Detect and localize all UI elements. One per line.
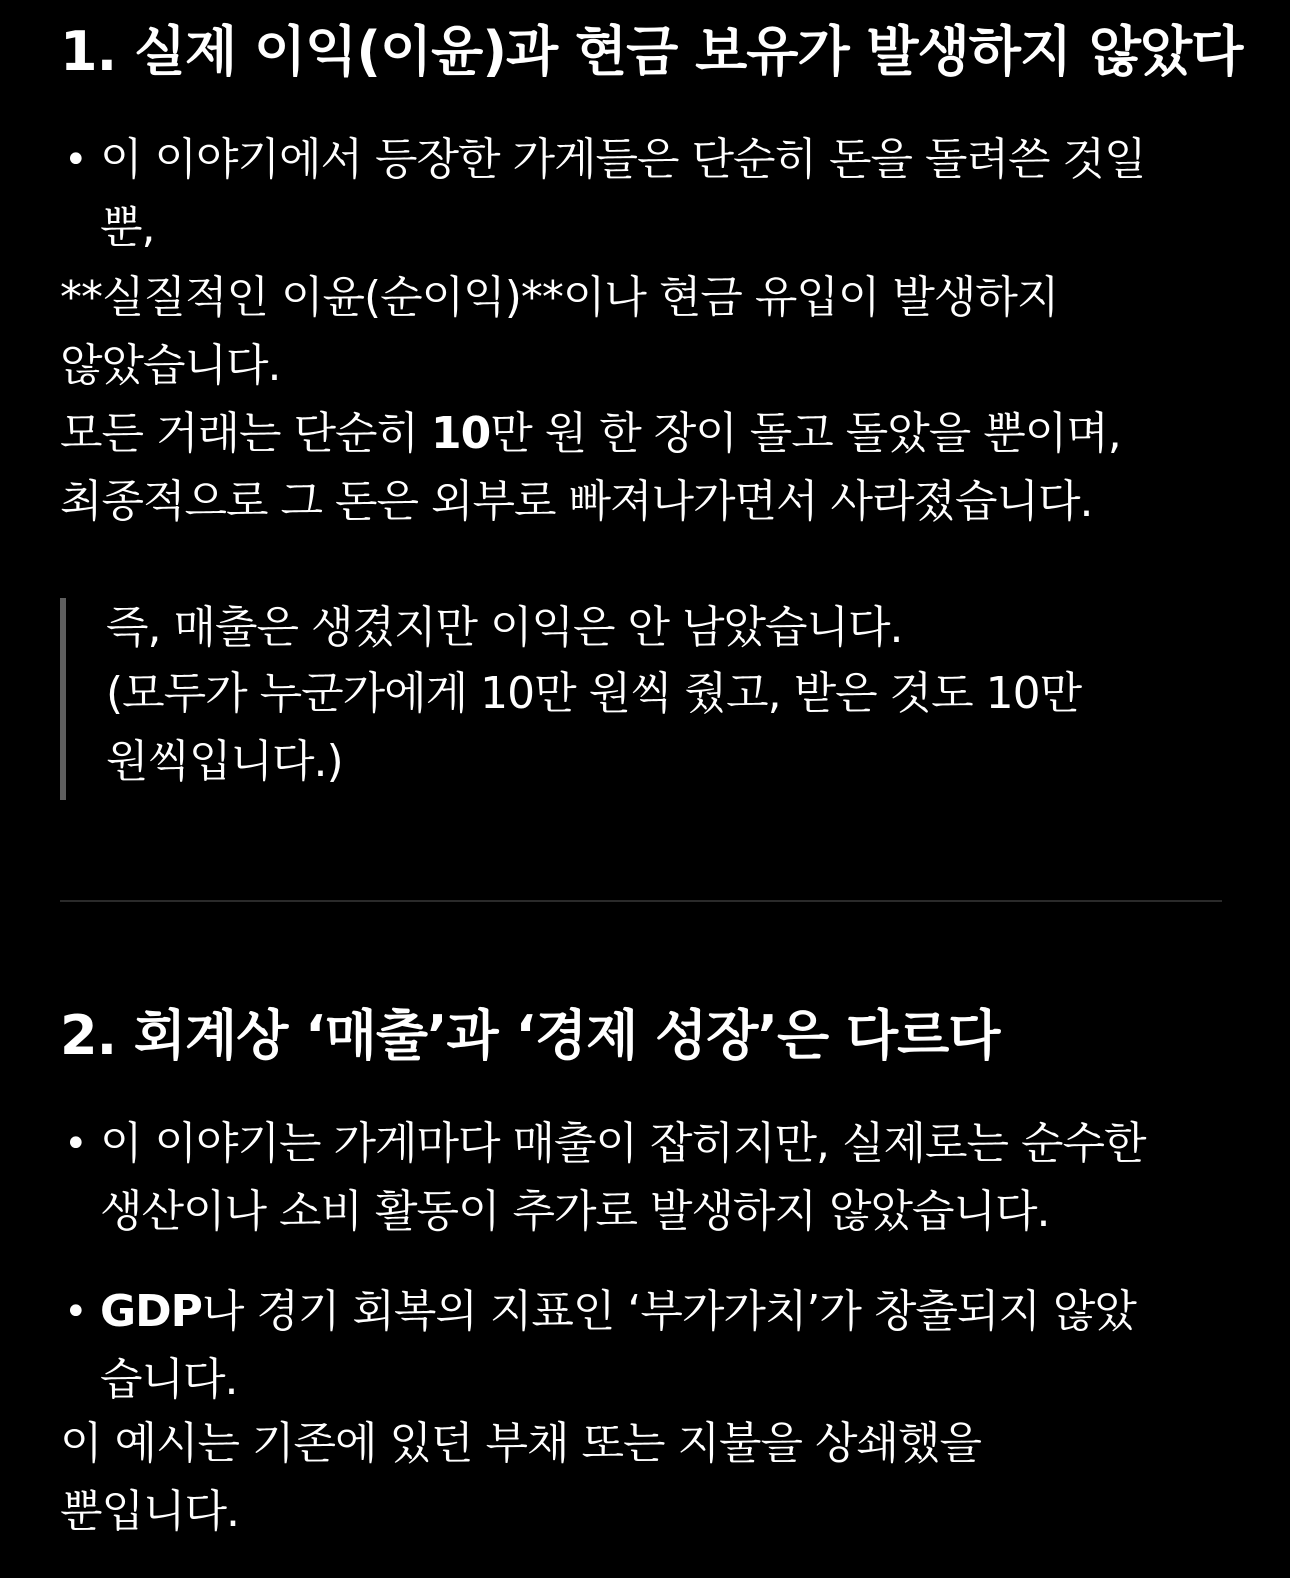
list-item bbox=[60, 1110, 1230, 1246]
quote-line: (모두가 누군가에게 10만 원씩 줬고, 받은 것도 10만 bbox=[106, 668, 1082, 719]
blockquote bbox=[60, 598, 1166, 800]
text-segment: 모든 거래는 단순히 bbox=[60, 408, 431, 459]
quote-line: 즉, 매출은 생겼지만 이익은 안 남았습니다. bbox=[106, 602, 903, 653]
list-item-text: 습니다. bbox=[100, 1354, 238, 1405]
section-1-heading: 1. 실제 이익(이윤)과 현금 보유가 발생하지 않았다 bbox=[60, 20, 1243, 83]
list-item bbox=[60, 1278, 1230, 1414]
bullet-icon: • bbox=[64, 1121, 87, 1167]
list-item-text bbox=[60, 1278, 1230, 1346]
list-item-text: 뿐, bbox=[100, 202, 155, 253]
paragraph-line: 않았습니다. bbox=[60, 340, 281, 391]
list-item bbox=[60, 126, 1230, 262]
quote-line: 원씩입니다.) bbox=[106, 736, 343, 787]
list-item-text: 생산이나 소비 활동이 추가로 발생하지 않았습니다. bbox=[100, 1186, 1050, 1237]
text-segment: 나 경기 회복의 지표인 ‘부가가치’가 창출되지 않았 bbox=[201, 1286, 1136, 1337]
paragraph-line: **실질적인 이윤(순이익)**이나 현금 유입이 발생하지 bbox=[60, 272, 1059, 323]
list-item-text: 이 이야기는 가게마다 매출이 잡히지만, 실제로는 순수한 bbox=[100, 1118, 1146, 1169]
bold-text: GDP bbox=[100, 1286, 202, 1337]
paragraph-line: 최종적으로 그 돈은 외부로 빠져나가면서 사라졌습니다. bbox=[60, 476, 1093, 527]
section-2-heading: 2. 회계상 ‘매출’과 ‘경제 성장’은 다르다 bbox=[60, 1004, 1000, 1067]
bullet-icon: • bbox=[64, 1289, 87, 1335]
bullet-icon: • bbox=[64, 137, 87, 183]
paragraph-line: 이 예시는 기존에 있던 부채 또는 지불을 상쇄했을 bbox=[60, 1418, 981, 1469]
list-item-text: 이 이야기에서 등장한 가게들은 단순히 돈을 돌려쓴 것일 bbox=[100, 134, 1146, 185]
horizontal-divider bbox=[60, 900, 1222, 902]
text-segment: 만 원 한 장이 돌고 돌았을 뿐이며, bbox=[490, 408, 1121, 459]
bold-text: 10 bbox=[431, 408, 491, 459]
paragraph-line bbox=[60, 400, 1121, 468]
paragraph-line: 뿐입니다. bbox=[60, 1486, 240, 1537]
